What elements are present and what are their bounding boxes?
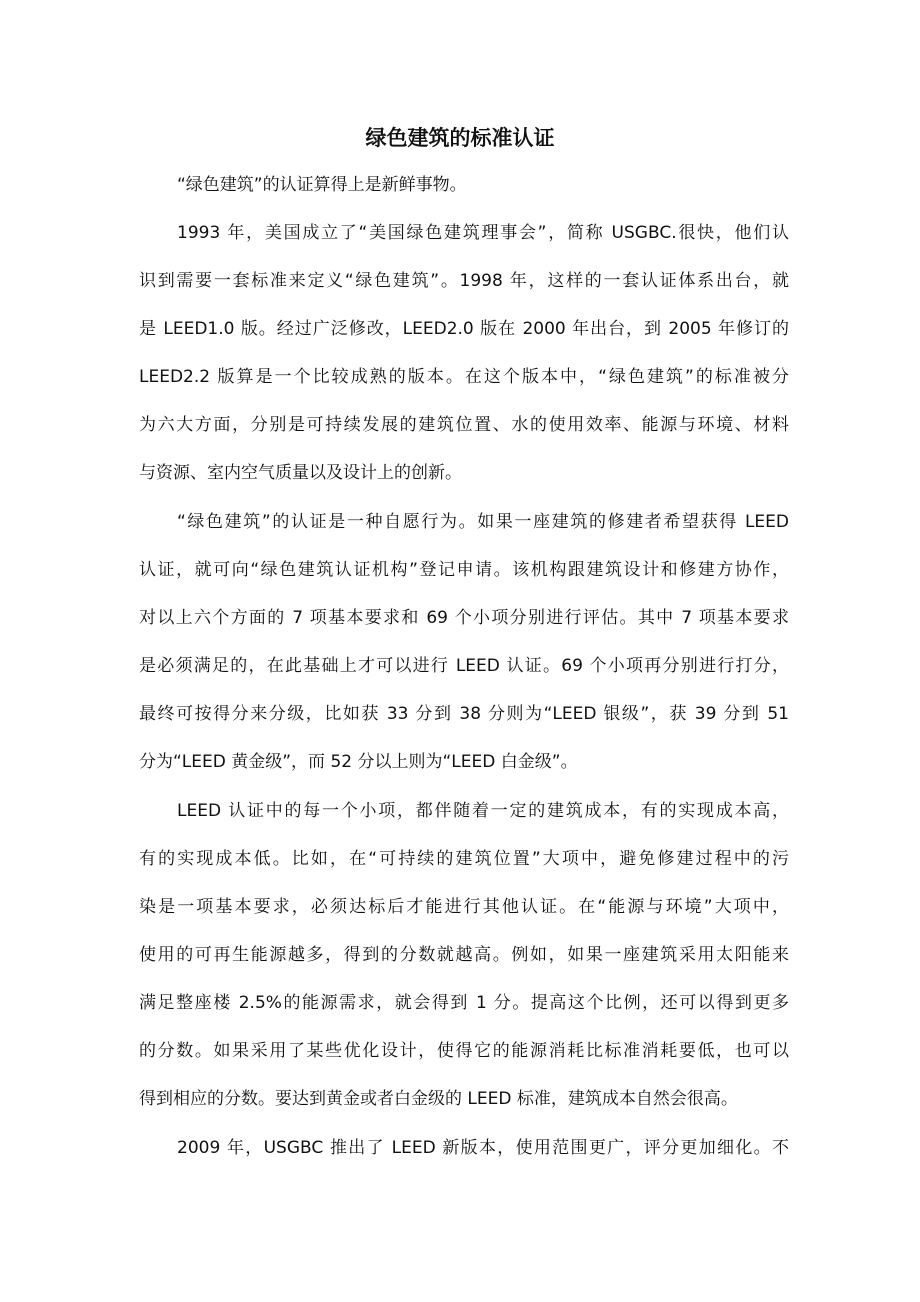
paragraph-2-line-1: 1993 年，美国成立了“美国绿色建筑理事会”，简称 USGBC.很快，他们认	[177, 223, 789, 243]
paragraph-4-line-4: 使用的可再生能源越多，得到的分数就越高。例如，如果一座建筑采用太阳能来	[139, 945, 789, 965]
paragraph-5-line-1: 2009 年，USGBC 推出了 LEED 新版本，使用范围更广，评分更加细化。不	[177, 1138, 789, 1158]
paragraph-3-line-2: 认证，就可向“绿色建筑认证机构”登记申请。该机构跟建筑设计和修建方协作，	[139, 560, 789, 580]
paragraph-3-line-5: 最终可按得分来分级，比如获 33 分到 38 分则为“LEED 银级”，获 39 分到 51	[139, 704, 789, 724]
paragraph-2-line-4: LEED2.2 版算是一个比较成熟的版本。在这个版本中，“绿色建筑”的标准被分	[139, 367, 789, 387]
paragraph-3-line-1: “绿色建筑”的认证是一种自愿行为。如果一座建筑的修建者希望获得 LEED	[177, 512, 789, 532]
paragraph-4-line-1: LEED 认证中的每一个小项，都伴随着一定的建筑成本，有的实现成本高，	[177, 801, 789, 821]
paragraph-4-line-7: 得到相应的分数。要达到黄金或者白金级的 LEED 标准，建筑成本自然会很高。	[139, 1089, 738, 1109]
paragraph-4-line-2: 有的实现成本低。比如，在“可持续的建筑位置”大项中，避免修建过程中的污	[139, 849, 789, 869]
document-title: 绿色建筑的标准认证	[365, 126, 555, 150]
paragraph-3-line-4: 是必须满足的，在此基础上才可以进行 LEED 认证。69 个小项再分别进行打分，	[139, 656, 789, 676]
paragraph-2-line-2: 识到需要一套标准来定义“绿色建筑”。1998 年，这样的一套认证体系出台，就	[139, 271, 789, 291]
paragraph-4-line-5: 满足整座楼 2.5%的能源需求，就会得到 1 分。提高这个比例，还可以得到更多	[139, 993, 789, 1013]
paragraph-2-line-6: 与资源、室内空气质量以及设计上的创新。	[139, 463, 462, 483]
paragraph-4-line-6: 的分数。如果采用了某些优化设计，使得它的能源消耗比标准消耗要低，也可以	[139, 1041, 789, 1061]
paragraph-3-line-6: 分为“LEED 黄金级”，而 52 分以上则为“LEED 白金级”。	[139, 752, 578, 772]
paragraph-4-line-3: 染是一项基本要求，必须达标后才能进行其他认证。在“能源与环境”大项中，	[139, 897, 789, 917]
paragraph-2-line-5: 为六大方面，分别是可持续发展的建筑位置、水的使用效率、能源与环境、材料	[139, 415, 789, 435]
paragraph-1-line-1: “绿色建筑”的认证算得上是新鲜事物。	[177, 175, 467, 195]
paragraph-2-line-3: 是 LEED1.0 版。经过广泛修改，LEED2.0 版在 2000 年出台，到 2005 年修订的	[139, 319, 789, 339]
paragraph-3-line-3: 对以上六个方面的 7 项基本要求和 69 个小项分别进行评估。其中 7 项基本要求	[139, 608, 789, 628]
